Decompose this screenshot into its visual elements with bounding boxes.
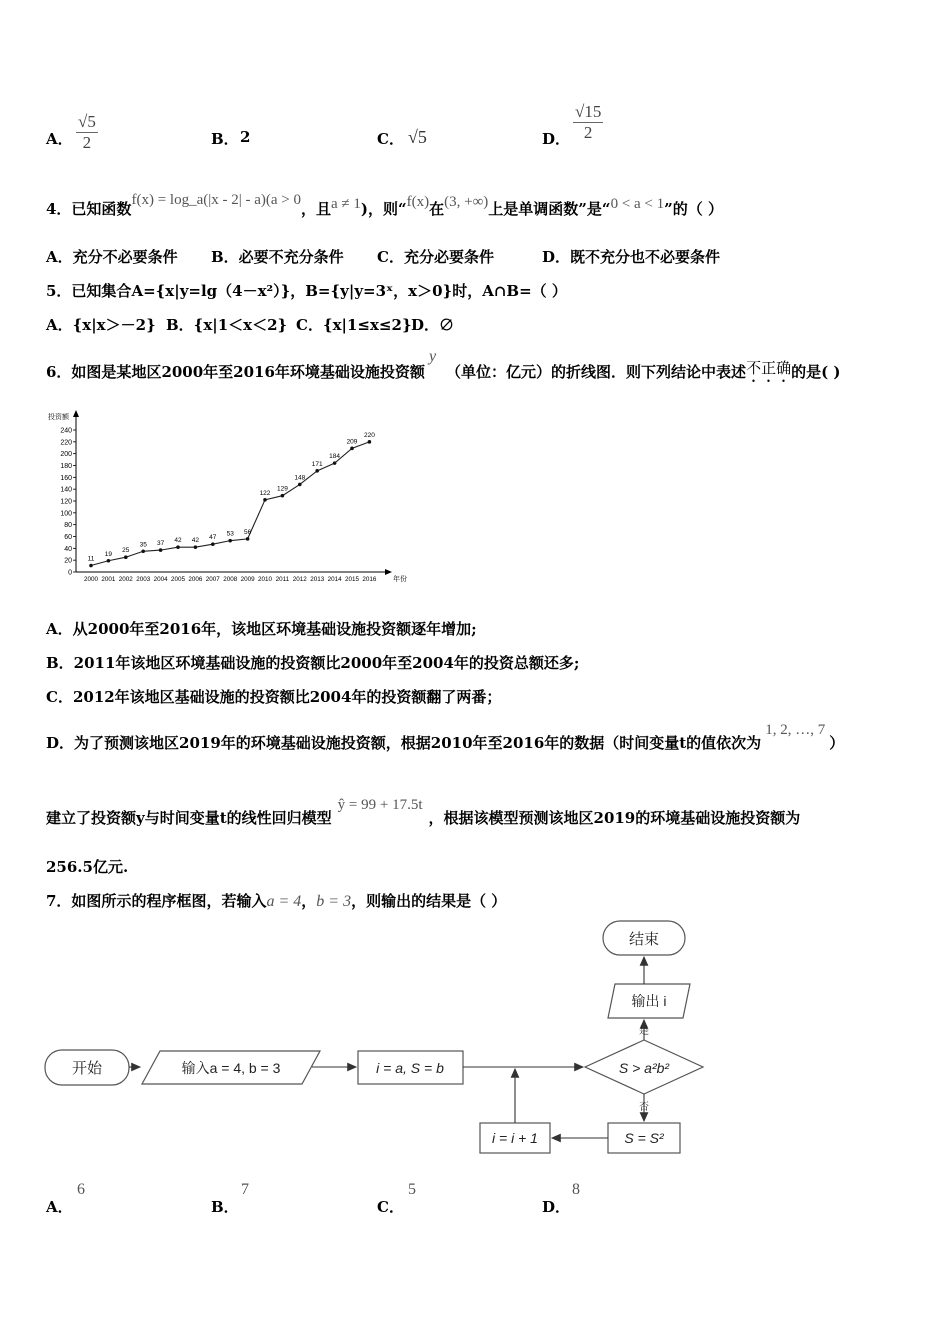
chart-y-axis-arrow bbox=[73, 410, 79, 417]
x-tick-label: 2006 bbox=[188, 576, 203, 583]
q6-suffix-b: 的是( ) bbox=[791, 363, 841, 381]
q6-option-c: C．2012年该地区基础设施的投资额比2004年的投资额翻了两番； bbox=[46, 688, 502, 706]
investment-line-chart bbox=[44, 405, 407, 587]
data-point bbox=[246, 537, 250, 541]
x-tick-label: 2000 bbox=[83, 576, 99, 583]
q7-option-b-letter: B． bbox=[211, 1198, 239, 1216]
q4-mid3: 在 bbox=[429, 200, 445, 218]
q6-option-d-model: ŷ = 99 + 17.5t bbox=[337, 797, 423, 813]
x-tick-label: 2002 bbox=[118, 576, 133, 583]
flow-update-i-label: i = i + 1 bbox=[492, 1130, 538, 1146]
data-point bbox=[141, 549, 145, 553]
x-tick-label: 2001 bbox=[101, 576, 116, 583]
q6-option-d-close: ） bbox=[829, 734, 845, 752]
q7-option-d-value: 8 bbox=[572, 1181, 580, 1198]
q7-option-b-value: 7 bbox=[241, 1181, 249, 1198]
q6-stem bbox=[46, 348, 841, 390]
data-point bbox=[298, 483, 302, 487]
data-label: 35 bbox=[139, 541, 147, 549]
q4-function: f(x) = log_a(|x - 2| - a)(a > 0 bbox=[131, 192, 301, 208]
q6-prefix: 6．如图是某地区2000年至2016年环境基础设施投资额 bbox=[46, 363, 425, 381]
q3-option-b-value: 2 bbox=[240, 128, 251, 146]
q6-option-d-text2: 建立了投资额y与时间变量t的线性回归模型 bbox=[46, 809, 332, 827]
flow-end-label: 结束 bbox=[628, 931, 660, 948]
data-point bbox=[315, 469, 319, 473]
flow-condition-label: S > a²b² bbox=[618, 1060, 670, 1076]
y-tick-label: 40 bbox=[64, 545, 72, 553]
data-point bbox=[194, 545, 198, 549]
flow-no-label: 否 bbox=[639, 1102, 649, 1113]
q3-option-d-letter: D． bbox=[542, 130, 571, 148]
q7-option-d-letter: D． bbox=[542, 1198, 571, 1216]
q3-option-a-fraction bbox=[76, 112, 98, 153]
q4-mid1: ，且 bbox=[300, 200, 331, 218]
x-tick-label: 2005 bbox=[170, 576, 186, 583]
q3-option-d-fraction bbox=[573, 102, 603, 143]
q7-option-a-value: 6 bbox=[77, 1181, 85, 1198]
data-label: 129 bbox=[276, 485, 288, 493]
q3-option-d-den: 2 bbox=[583, 123, 593, 142]
q7-option-c-value: 5 bbox=[408, 1181, 416, 1198]
data-point bbox=[107, 559, 111, 563]
q5-option-d: D．∅ bbox=[411, 316, 455, 334]
chart-series-line bbox=[91, 442, 369, 566]
q6-option-d-text1: D．为了预测该地区2019年的环境基础设施投资额，根据2010年至2016年的数据（时间变量t的值依次为 bbox=[46, 734, 762, 752]
data-label: 47 bbox=[209, 534, 217, 542]
data-point bbox=[211, 542, 215, 546]
x-tick-label: 2011 bbox=[275, 576, 290, 583]
x-tick-label: 2012 bbox=[292, 576, 307, 583]
data-point bbox=[89, 564, 93, 568]
y-tick-label: 120 bbox=[60, 498, 72, 506]
x-tick-label: 2010 bbox=[257, 576, 273, 583]
data-label: 122 bbox=[259, 489, 271, 497]
q4-fx: f(x) bbox=[406, 194, 430, 210]
q7-b-equation: b = 3 bbox=[316, 893, 352, 910]
flow-output-label: 输出 i bbox=[631, 993, 667, 1009]
q5-option-c: C．{x|1≤x≤2} bbox=[296, 316, 412, 334]
q6-option-d-line1 bbox=[46, 722, 845, 753]
data-label: 19 bbox=[104, 550, 113, 558]
q6-suffix-a: （单位：亿元）的折线图．则下列结论中表述 bbox=[446, 363, 747, 381]
x-tick-label: 2014 bbox=[327, 576, 342, 583]
q3-option-a-letter: A． bbox=[46, 130, 73, 148]
data-label: 220 bbox=[363, 431, 375, 439]
x-tick-label: 2007 bbox=[205, 576, 220, 583]
q7-a-equation: a = 4 bbox=[266, 893, 302, 910]
q4-condition: a ≠ 1 bbox=[331, 196, 361, 212]
q4-option-b: B．必要不充分条件 bbox=[211, 248, 344, 266]
q3-option-a-den: 2 bbox=[82, 133, 92, 152]
q4-range: 0 < a < 1 bbox=[610, 196, 665, 212]
data-label: 37 bbox=[156, 540, 165, 548]
chart-x-axis-arrow bbox=[385, 569, 392, 575]
x-tick-label: 2003 bbox=[136, 576, 151, 583]
x-tick-label: 2013 bbox=[310, 576, 325, 583]
data-label: 42 bbox=[191, 537, 200, 545]
q4-mid4: 上是单调函数”是“ bbox=[488, 200, 611, 218]
y-tick-label: 240 bbox=[60, 427, 72, 435]
flow-yes-label: 是 bbox=[639, 1026, 649, 1037]
data-point bbox=[176, 545, 180, 549]
data-label: 148 bbox=[294, 474, 306, 482]
x-tick-label: 2008 bbox=[223, 576, 238, 583]
data-label: 171 bbox=[311, 460, 323, 468]
y-tick-label: 180 bbox=[60, 463, 72, 470]
data-point bbox=[333, 461, 337, 465]
q3-option-d-num: √15 bbox=[575, 102, 602, 121]
flow-assign-label: i = a, S = b bbox=[376, 1060, 444, 1076]
flow-update-s-label: S = S² bbox=[624, 1130, 664, 1146]
q3-option-b-letter: B． bbox=[211, 130, 239, 148]
q6-option-d-line3: 256.5亿元. bbox=[46, 858, 129, 876]
data-point bbox=[228, 539, 232, 543]
q3-option-c-letter: C． bbox=[377, 130, 404, 148]
q4-stem bbox=[46, 192, 723, 219]
q5-stem: 5．已知集合A={x|y=lg（4－x²）}，B={y|y=3ˣ，x＞0}时，A∩B=（ ） bbox=[46, 282, 567, 300]
data-point bbox=[281, 494, 285, 498]
flow-input-label: 输入a = 4, b = 3 bbox=[181, 1060, 281, 1076]
chart-y-label: 投资额 bbox=[48, 414, 69, 421]
q3-option-c-value: √5 bbox=[408, 127, 427, 147]
data-point bbox=[124, 555, 128, 559]
data-label: 209 bbox=[346, 438, 358, 446]
q6-variable: y bbox=[428, 348, 437, 365]
q4-option-d: D．既不充分也不必要条件 bbox=[542, 248, 721, 266]
q7-prefix: 7．如图所示的程序框图，若输入 bbox=[46, 892, 267, 910]
data-label: 11 bbox=[87, 555, 95, 563]
q7-separator: ， bbox=[301, 892, 317, 910]
q6-option-b: B．2011年该地区环境基础设施的投资额比2000年至2004年的投资总额还多; bbox=[46, 654, 580, 672]
y-tick-label: 220 bbox=[60, 439, 72, 447]
data-point bbox=[368, 440, 372, 444]
q6-emphasis: 不正确 bbox=[746, 359, 792, 377]
data-label: 53 bbox=[226, 530, 234, 538]
chart-x-label: 年份 bbox=[393, 576, 407, 583]
x-tick-label: 2009 bbox=[240, 576, 255, 583]
y-tick-label: 0 bbox=[68, 569, 72, 577]
q6-option-d-sequence: 1, 2, …, 7 bbox=[765, 722, 826, 738]
x-tick-label: 2016 bbox=[362, 576, 377, 583]
data-label: 42 bbox=[174, 537, 182, 545]
y-tick-label: 140 bbox=[60, 486, 72, 494]
q4-option-a: A．充分不必要条件 bbox=[46, 248, 178, 266]
q4-suffix: ”的（ ） bbox=[664, 200, 723, 218]
q6-option-d-line2 bbox=[46, 797, 801, 828]
q7-option-a-letter: A． bbox=[46, 1198, 73, 1216]
y-tick-label: 80 bbox=[64, 522, 72, 530]
q7-stem bbox=[46, 890, 506, 911]
data-point bbox=[263, 498, 267, 502]
x-tick-label: 2015 bbox=[344, 576, 360, 583]
data-label: 25 bbox=[122, 547, 130, 555]
y-tick-label: 60 bbox=[64, 534, 72, 541]
q7-option-c-letter: C． bbox=[377, 1198, 404, 1216]
q4-prefix: 4．已知函数 bbox=[46, 200, 132, 218]
q4-interval: (3, +∞) bbox=[444, 194, 489, 210]
y-tick-label: 200 bbox=[60, 451, 72, 459]
q5-option-a: A．{x|x＞－2} bbox=[46, 316, 156, 334]
y-tick-label: 100 bbox=[60, 510, 72, 518]
q6-option-a: A．从2000年至2016年，该地区环境基础设施投资额逐年增加; bbox=[46, 620, 477, 638]
q4-option-c: C．充分必要条件 bbox=[377, 248, 494, 266]
x-tick-label: 2004 bbox=[153, 576, 168, 583]
data-label: 56 bbox=[243, 528, 252, 536]
flow-start-label: 开始 bbox=[71, 1060, 103, 1077]
q7-suffix: ，则输出的结果是（ ） bbox=[351, 892, 507, 910]
data-label: 184 bbox=[329, 453, 341, 461]
data-point bbox=[159, 548, 163, 552]
y-tick-label: 160 bbox=[60, 474, 72, 482]
data-point bbox=[350, 447, 354, 451]
q6-option-d-text3: ，根据该模型预测该地区2019的环境基础设施投资额为 bbox=[428, 809, 801, 827]
q3-option-a-num: √5 bbox=[78, 112, 96, 131]
q4-mid2: )，则“ bbox=[360, 200, 407, 218]
q5-option-b: B．{x|1＜x＜2} bbox=[166, 316, 288, 334]
y-tick-label: 20 bbox=[64, 557, 72, 565]
program-flowchart bbox=[40, 915, 720, 1165]
